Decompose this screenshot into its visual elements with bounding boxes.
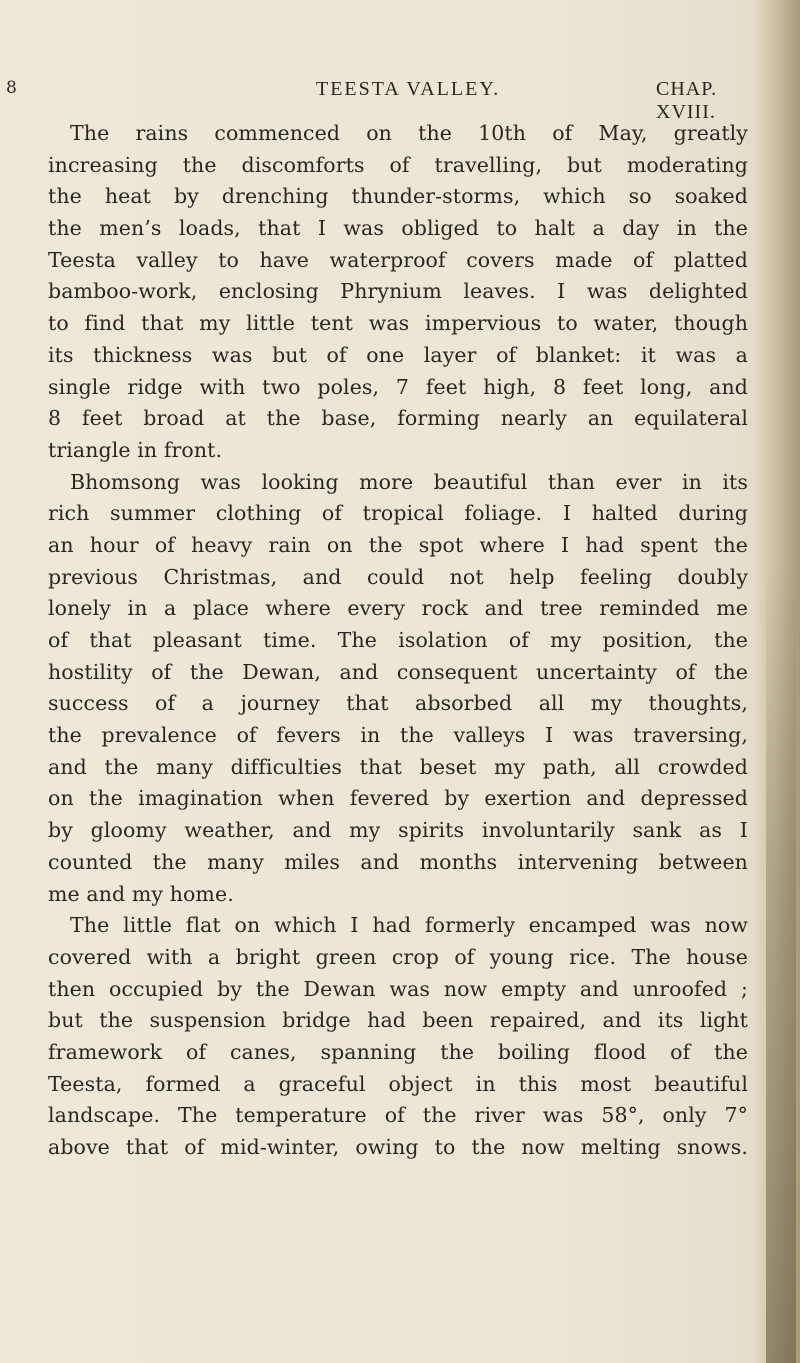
- body-text: [48, 118, 748, 1164]
- page-number: 8: [6, 78, 18, 98]
- page-edge-shadow: [766, 560, 796, 1363]
- text-line: single ridge with two poles, 7 feet high, 8 feet long, and: [48, 374, 748, 399]
- text-line: Bhomsong was looking more beautiful than ever in its: [70, 469, 748, 494]
- text-line: its thickness was but of one layer of blanket: it was a: [48, 342, 748, 367]
- text-line: The rains commenced on the 10th of May, greatly: [70, 121, 748, 145]
- text-line: to find that my little tent was impervious to water, though: [48, 311, 748, 336]
- text-line: above that of mid-winter, owing to the now melting snows.: [48, 1135, 748, 1159]
- text-line: counted the many miles and months intervening between: [48, 849, 748, 874]
- text-line: previous Christmas, and could not help feeling doubly: [48, 564, 748, 589]
- text-line: 8 feet broad at the base, forming nearly an equilateral: [48, 406, 748, 431]
- text-line: of that pleasant time. The isolation of my position, the: [48, 628, 748, 652]
- running-title: TEESTA VALLEY.: [316, 78, 501, 100]
- text-line: and the many difficulties that beset my path, all crowded: [48, 754, 748, 779]
- text-line: The little flat on which I had formerly encamped was now: [70, 913, 748, 938]
- text-line: Teesta valley to have waterproof covers made of platted: [48, 247, 748, 272]
- text-line: by gloomy weather, and my spirits involuntarily sank as I: [48, 818, 748, 843]
- chapter-reference: CHAP. XVIII.: [656, 78, 718, 123]
- text-line: then occupied by the Dewan was now empty and unroofed ;: [48, 976, 748, 1001]
- text-line: hostility of the Dewan, and consequent uncertainty of the: [48, 659, 748, 684]
- text-line: success of a journey that absorbed all my thoughts,: [48, 691, 748, 716]
- text-line: the prevalence of fevers in the valleys I was traversing,: [48, 723, 748, 748]
- text-line: triangle in front.: [48, 437, 223, 462]
- text-line: an hour of heavy rain on the spot where I had spent the: [48, 532, 748, 557]
- running-head: [6, 78, 766, 123]
- text-line: rich summer clothing of tropical foliage. I halted during: [48, 501, 748, 526]
- text-line: increasing the discomforts of travelling, but moderating: [48, 152, 748, 177]
- text-line: the heat by drenching thunder-storms, which so soaked: [48, 184, 748, 209]
- text-line: the men’s loads, that I was obliged to halt a day in the: [48, 216, 748, 241]
- text-line: Teesta, formed a graceful object in this most beautiful: [48, 1071, 748, 1096]
- text-line: landscape. The temperature of the river was 58°, only 7°: [48, 1103, 748, 1128]
- text-line: framework of canes, spanning the boiling flood of the: [48, 1039, 748, 1064]
- text-line: on the imagination when fevered by exertion and depressed: [48, 786, 748, 811]
- text-line: me and my home.: [48, 881, 234, 906]
- text-line: lonely in a place where every rock and tree reminded me: [48, 596, 748, 621]
- text-line: bamboo-work, enclosing Phrynium leaves. I was delighted: [48, 279, 748, 304]
- text-line: covered with a bright green crop of young rice. The house: [48, 944, 748, 969]
- text-line: but the suspension bridge had been repaired, and its light: [48, 1008, 748, 1033]
